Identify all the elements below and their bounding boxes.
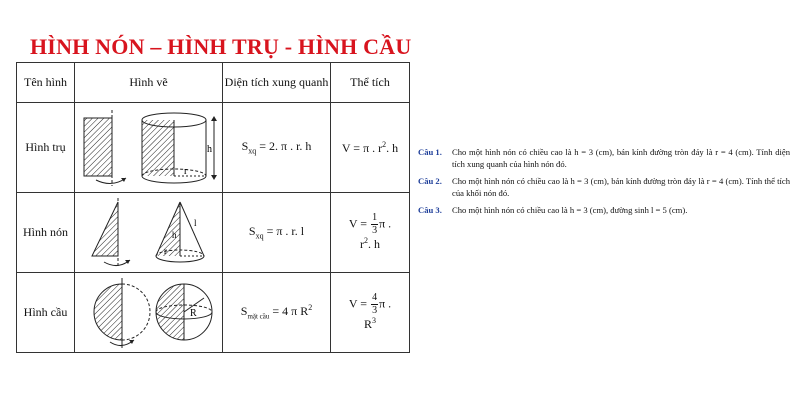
cylinder-diagram (76, 106, 222, 190)
rectangle-shape (84, 118, 112, 176)
label-r: r (163, 245, 167, 256)
cylinder-section (142, 120, 174, 176)
rotation-arrow (96, 178, 126, 184)
surface-formula: $S_{xq} = \pi$ . r. l (248, 223, 305, 241)
volume-formula: V = π . $r^2$. h (341, 139, 399, 155)
table-row-cylinder (17, 103, 410, 193)
cone-figure-cell (75, 193, 223, 273)
arrow-head (121, 178, 126, 182)
question-label: Câu 3. (418, 205, 442, 215)
question-label: Câu 2. (418, 176, 442, 186)
header-figure: Hình vẽ (75, 63, 223, 103)
geometry-formula-table (16, 62, 410, 353)
label-h: h (171, 229, 176, 240)
question-text: Cho một hình nón có chiều cao là h = 3 (cm), đường sinh l = 5 (cm). (452, 205, 688, 215)
sphere-figure-cell (75, 273, 223, 353)
cylinder-figure-cell (75, 103, 223, 193)
cell-volume (331, 193, 410, 273)
cell-surface (223, 193, 331, 273)
table-row-cone (17, 193, 410, 273)
label-h: h (206, 143, 212, 155)
label-R: R (189, 307, 197, 319)
label-r: r (183, 165, 187, 177)
half-disk-shape (94, 284, 122, 340)
cell-name: Hình nón (17, 193, 75, 273)
header-surface: Diện tích xung quanh (223, 63, 331, 103)
label-l: l (193, 217, 197, 228)
header-volume: Thể tích (331, 63, 410, 103)
cell-surface (223, 273, 331, 353)
question-list (418, 146, 790, 221)
triangle-shape (92, 202, 118, 256)
table-header-row (17, 63, 410, 103)
surface-formula: $S_{xq} = 2$. π . r. h (241, 138, 312, 156)
question-label: Câu 1. (418, 147, 442, 157)
cell-surface (223, 103, 331, 193)
volume-formula: V = $\frac{1}{3}$ π . $r^2$. h (348, 211, 392, 251)
question-item (418, 204, 790, 216)
page-title: HÌNH NÓN – HÌNH TRỤ - HÌNH CẦU (30, 34, 412, 59)
question-item (418, 146, 790, 170)
surface-formula: $S_{mặt cầu} = 4$ π $R^2$ (240, 303, 313, 321)
volume-formula: V = $\frac{4}{3}$ π . $R^3$ (348, 291, 392, 331)
question-text: Cho một hình nón có chiều cao là h = 3 (cm), bán kính đường tròn đáy là r = 4 (cm). Tính thể tích của khối nón đó. (452, 176, 790, 198)
sphere-diagram (76, 276, 222, 350)
cell-volume (331, 273, 410, 353)
cell-name: Hình trụ (17, 103, 75, 193)
cone-diagram (76, 196, 222, 270)
cell-volume (331, 103, 410, 193)
cell-name: Hình cầu (17, 273, 75, 353)
table-row-sphere (17, 273, 410, 353)
header-name: Tên hình (17, 63, 75, 103)
question-text: Cho một hình nón có chiều cao là h = 3 (cm), bán kính đường tròn đáy là r = 4 (cm). Tính diện tích xung quanh của hình nón đó. (452, 147, 790, 169)
question-item (418, 175, 790, 199)
